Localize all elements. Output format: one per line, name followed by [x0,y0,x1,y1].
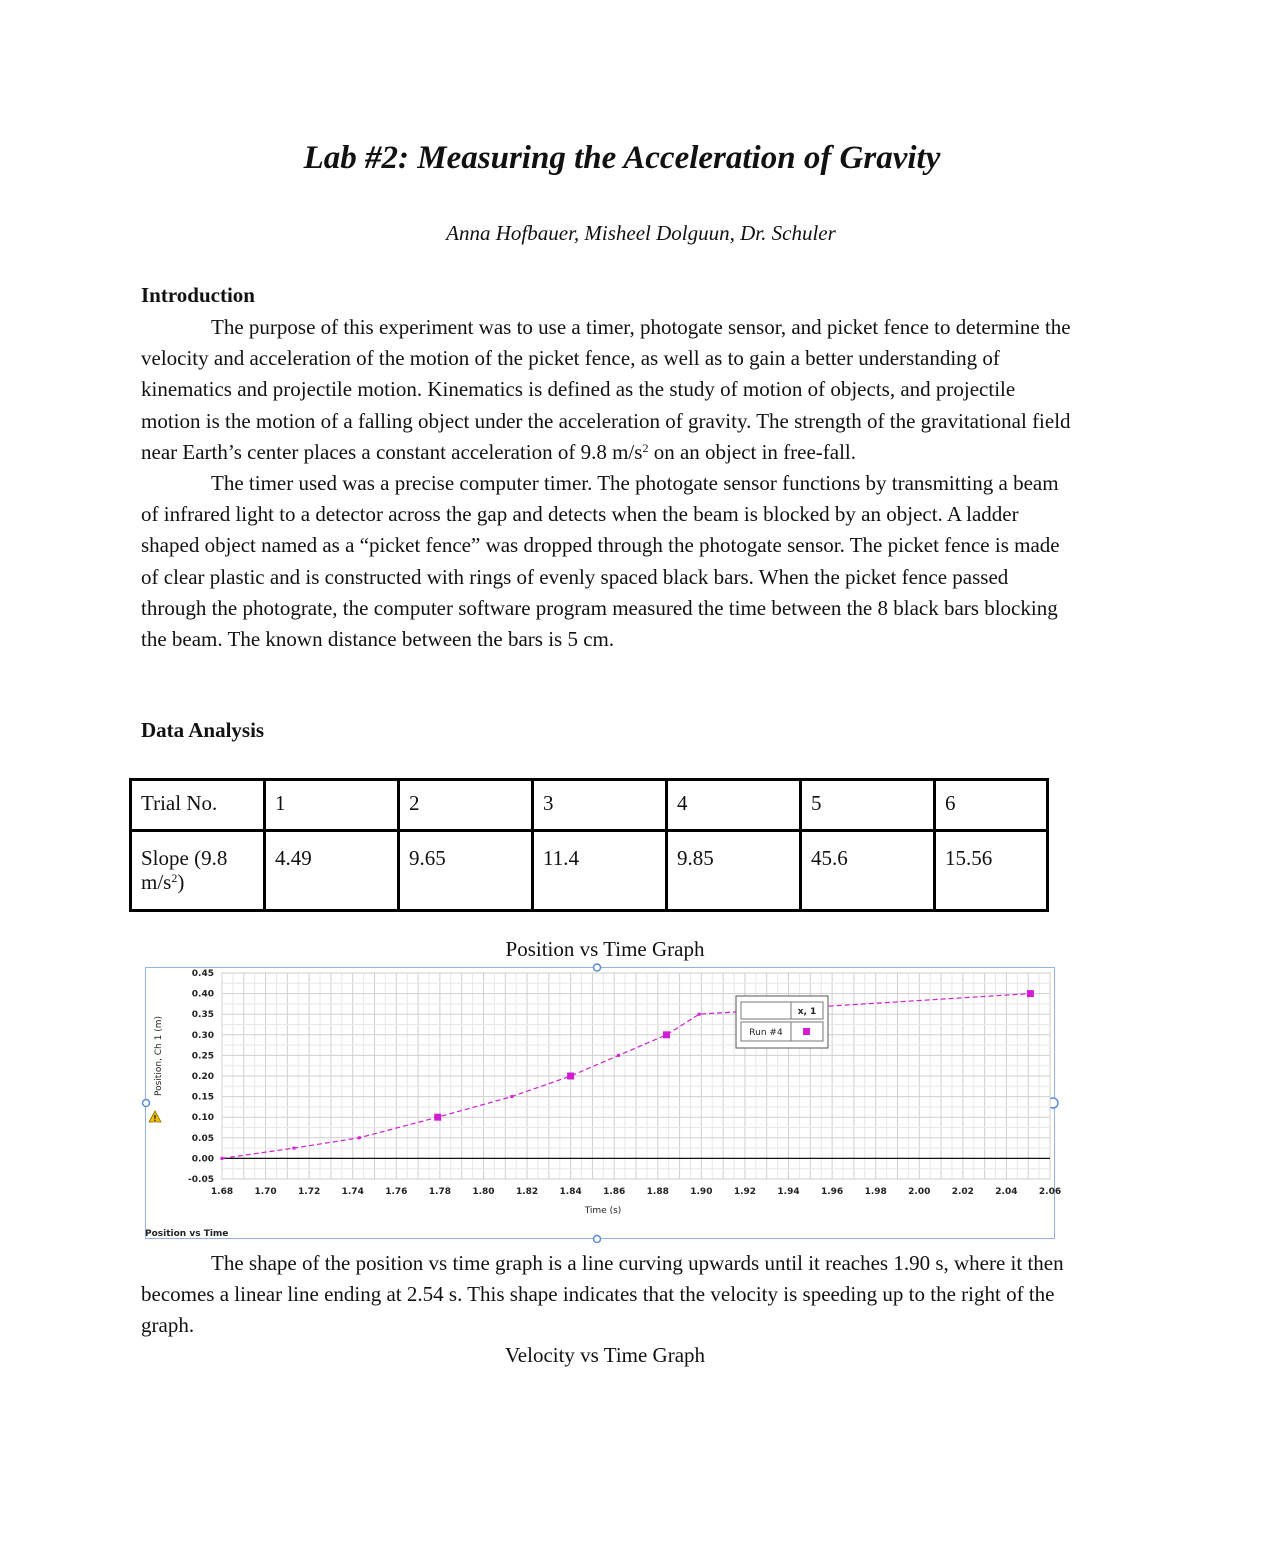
table-cell-slope: 15.56 [935,831,1048,911]
data-point [434,1114,441,1121]
table-cell-slope: 9.85 [667,831,801,911]
table-cell-slope: 9.65 [399,831,533,911]
x-tick-label: 1.86 [603,1187,626,1197]
table-cell-slope: 11.4 [533,831,667,911]
table-cell-trial: 3 [533,780,667,831]
graph-discussion-paragraph: The shape of the position vs time graph is a line curving upwards until it reaches 1.90 s, where it then becomes a linear line ending at 2.54 s. This shape indicates that the velocity is speeding up to the right of the graph. [141,1251,1064,1338]
resize-handle[interactable] [594,1236,601,1243]
data-point [510,1095,513,1098]
data-point [358,1136,361,1139]
table-cell-trial: 6 [935,780,1048,831]
x-tick-label: 1.76 [385,1187,408,1197]
introduction-body [141,312,1071,655]
x-axis-label: Time (s) [584,1206,622,1216]
x-tick-label: 1.68 [210,1187,234,1197]
y-tick-label: 0.00 [191,1154,214,1165]
y-tick-label: 0.30 [191,1030,214,1041]
x-tick-label: 1.92 [733,1187,757,1197]
legend-header: x, 1 [797,1007,817,1017]
introduction-paragraph-2: The timer used was a precise computer timer. The photogate sensor functions by transmitting a beam of infrared light to a detector across the gap and detects when the beam is blocked by an object. A ladder shaped object named as a “picket fence” was dropped through the photogate sensor. The picket fence is made of clear plastic and is constructed with rings of evenly spaced black bars. When the picket fence passed through the photograte, the computer software program measured the time between the 8 black bars blocking the beam. The known distance between the bars is 5 cm. [141,471,1060,652]
table-cell-trial: 1 [265,780,399,831]
y-tick-label: 0.45 [191,969,214,979]
authors-line: Anna Hofbauer, Misheel Dolguun, Dr. Schuler [446,221,836,245]
introduction-paragraph-1: The purpose of this experiment was to use a timer, photogate sensor, and picket fence to determine the velocity and acceleration of the motion of the picket fence, as well as to gain a better understanding of kinematics and projectile motion. Kinematics is defined as the study of motion of objects, and projectile motion is the motion of a falling object under the acceleration of gravity. The strength of the gravitational field near Earth’s center places a constant acceleration of 9.8 $m/s^2$ on an object in free-fall. [141,315,1071,464]
chart-legend [736,996,828,1048]
y-tick-label: 0.05 [191,1133,214,1144]
x-tick-label: 1.72 [298,1187,321,1197]
table-cell-slope: 45.6 [801,831,935,911]
x-tick-label: 2.00 [908,1187,931,1197]
x-tick-label: 2.04 [995,1187,1018,1197]
y-tick-label: 0.35 [191,1010,214,1021]
position-chart-svg [145,966,1062,1241]
y-tick-label: -0.05 [188,1175,214,1185]
x-tick-label: 1.78 [428,1187,452,1197]
x-tick-label: 1.70 [254,1187,277,1197]
table-row-slope [131,831,1048,911]
x-tick-label: 1.84 [559,1187,582,1197]
x-tick-label: 1.90 [690,1187,713,1197]
table-cell-trial: 5 [801,780,935,831]
x-tick-label: 2.02 [951,1187,974,1197]
table-cell-trial: 4 [667,780,801,831]
y-tick-label: 0.40 [191,989,214,1000]
slope-table [129,778,1049,912]
legend-swatch [803,1028,810,1035]
position-graph[interactable] [145,966,1062,1241]
document-title: Lab #2: Measuring the Acceleration of Gravity [303,140,941,176]
x-tick-label: 1.94 [777,1187,800,1197]
y-tick-label: 0.25 [191,1051,214,1062]
table-cell-trial: 2 [399,780,533,831]
graph-discussion [141,1248,1071,1342]
data-analysis-heading: Data Analysis [141,718,265,742]
resize-handle[interactable] [594,964,601,971]
y-tick-label: 0.20 [191,1072,214,1082]
position-graph-caption: Position vs Time Graph [505,937,705,961]
table-cell-slope: 4.49 [265,831,399,911]
table-cell-label: Slope (9.8 $m/s^2$) [131,831,265,911]
data-point [1027,990,1034,997]
data-point [617,1054,620,1057]
legend-run-label: Run #4 [749,1028,783,1038]
table-cell-label: Trial No. [131,780,265,831]
resize-handle[interactable] [143,1100,150,1107]
data-point [663,1031,670,1038]
svg-text:!: ! [153,1114,157,1123]
x-tick-label: 1.74 [341,1187,364,1197]
data-point [292,1147,295,1150]
x-tick-label: 2.06 [1038,1187,1062,1197]
x-tick-label: 1.88 [646,1187,669,1197]
velocity-graph-caption: Velocity vs Time Graph [504,1343,706,1367]
data-point [221,1157,224,1160]
x-tick-label: 1.96 [820,1187,844,1197]
x-tick-label: 1.80 [472,1187,495,1197]
chart-footer-label: Position vs Time [145,1229,229,1239]
table-row-trial [131,780,1048,831]
data-point [698,1013,701,1016]
warning-icon [149,1111,161,1123]
x-tick-label: 1.98 [864,1187,887,1197]
introduction-heading: Introduction [141,283,255,307]
x-tick-label: 1.82 [515,1187,539,1197]
legend-blank-cell [741,1002,791,1019]
y-axis-label: Position, Ch 1 (m) [154,1016,164,1096]
y-tick-label: 0.10 [191,1113,214,1124]
y-tick-label: 0.15 [191,1092,214,1103]
data-point [567,1073,574,1080]
